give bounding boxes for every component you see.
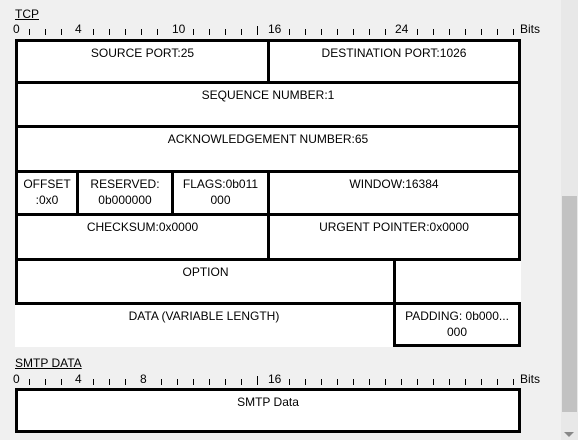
scrollbar-thumb[interactable] [562, 196, 577, 412]
ruler-tick [125, 29, 126, 35]
reserved-text-line2: 0b000000 [98, 193, 152, 207]
ruler-tick [321, 379, 322, 385]
ruler-tick [369, 379, 370, 385]
ruler-tick [417, 29, 418, 35]
source-port-text: SOURCE PORT:25 [90, 46, 195, 60]
reserved-text-line1: RESERVED: [90, 177, 160, 191]
ruler-tick [497, 379, 498, 385]
padding-text-line1: PADDING: 0b000... [405, 309, 509, 323]
checksum-field [15, 213, 270, 261]
ruler-tick [337, 29, 338, 35]
tcp-bit-ruler [13, 22, 558, 36]
ruler-tick [337, 379, 338, 385]
ruler-tick [29, 29, 30, 35]
ruler-tick [209, 29, 210, 35]
ruler-tick [449, 29, 450, 35]
offset-field [15, 170, 79, 216]
destination-port-text: DESTINATION PORT:1026 [321, 46, 467, 60]
smtp-data-field [15, 388, 521, 433]
smtp-data-text: SMTP Data [237, 395, 299, 409]
ruler-tick [193, 29, 194, 35]
padding-field [393, 302, 521, 347]
ruler-tick [193, 379, 194, 385]
ruler-tick [433, 29, 434, 35]
ruler-tick [497, 29, 498, 35]
reserved-field [76, 170, 174, 216]
offset-text-line1: OFFSET [23, 177, 71, 191]
sequence-number-text: SEQUENCE NUMBER:1 [201, 88, 335, 102]
ruler-tick [241, 379, 242, 385]
ruler-label-16: 16 [268, 22, 282, 36]
window-text: WINDOW:16384 [349, 177, 439, 191]
ruler-tick [93, 29, 94, 35]
sequence-number-field [15, 81, 521, 128]
vertical-scrollbar[interactable] [561, 0, 578, 440]
ruler-tick [45, 29, 46, 35]
ruler-tick [481, 29, 482, 35]
ruler-tick [481, 379, 482, 385]
urgent-pointer-text: URGENT POINTER:0x0000 [319, 220, 469, 234]
ruler-tick [385, 379, 386, 385]
checksum-text: CHECKSUM:0x0000 [86, 220, 199, 234]
offset-text-line2: :0x0 [35, 193, 59, 207]
padding-text-line2: 000 [446, 325, 468, 339]
ruler-tick [385, 29, 386, 35]
ruler-tick [353, 29, 354, 35]
ruler-tick [29, 379, 30, 385]
data-text: DATA (VARIABLE LENGTH) [128, 309, 280, 323]
window-field [267, 170, 521, 216]
ruler-tick [225, 379, 226, 385]
option-field [15, 258, 396, 305]
destination-port-field [267, 39, 521, 84]
ruler-label-0: 0 [13, 22, 20, 36]
ruler-tick [225, 29, 226, 35]
data-field [15, 302, 396, 347]
ruler-tick [157, 29, 158, 35]
ruler-tick [177, 379, 178, 385]
ruler-tick [61, 29, 62, 35]
source-port-field [15, 39, 270, 84]
ruler-label-4: 4 [75, 372, 82, 386]
ruler-tick [417, 379, 418, 385]
ruler-tick [109, 29, 110, 35]
ruler-tick [449, 379, 450, 385]
option-text: OPTION [182, 265, 229, 279]
flags-text-line2: 000 [210, 193, 231, 207]
scroll-down-arrow-icon[interactable] [564, 432, 574, 437]
ruler-tick [257, 26, 258, 35]
ruler-tick [209, 379, 210, 385]
ruler-tick [321, 29, 322, 35]
ruler-tick [93, 379, 94, 385]
ruler-tick [141, 29, 142, 35]
ruler-tick [289, 379, 290, 385]
ruler-tick [433, 379, 434, 385]
smtp-data-diagram [15, 388, 521, 433]
option-remainder-field [393, 258, 521, 305]
ack-number-field [15, 125, 521, 173]
ruler-tick [45, 379, 46, 385]
smtp-section-title: SMTP DATA [15, 356, 82, 370]
urgent-pointer-field [267, 213, 521, 261]
ruler-label-4: 4 [75, 22, 82, 36]
ruler-tick [289, 29, 290, 35]
ruler-tick [369, 29, 370, 35]
ruler-tick [513, 379, 514, 385]
smtp-bit-ruler [13, 372, 558, 386]
ruler-label-8: 8 [140, 372, 147, 386]
ruler-tick [513, 29, 514, 35]
ruler-label-0: 0 [13, 372, 20, 386]
ruler-tick [61, 379, 62, 385]
ruler-label-10: 10 [172, 22, 186, 36]
ruler-unit-label: Bits [520, 372, 541, 386]
ruler-unit-label: Bits [520, 22, 541, 36]
ruler-tick [109, 379, 110, 385]
tcp-section-title: TCP [15, 7, 39, 21]
ack-number-text: ACKNOWLEDGEMENT NUMBER:65 [167, 132, 369, 146]
ruler-tick [305, 29, 306, 35]
ruler-tick [401, 379, 402, 385]
flags-field [171, 170, 270, 216]
flags-text-line1: FLAGS:0b011 [182, 177, 259, 191]
ruler-tick [305, 379, 306, 385]
ruler-tick [353, 379, 354, 385]
ruler-tick [161, 379, 162, 385]
ruler-tick [465, 379, 466, 385]
ruler-tick [241, 29, 242, 35]
ruler-tick [465, 29, 466, 35]
tcp-header-diagram [15, 39, 521, 347]
ruler-tick [125, 379, 126, 385]
ruler-label-24: 24 [395, 22, 409, 36]
ruler-label-16: 16 [268, 372, 282, 386]
ruler-tick [257, 376, 258, 385]
